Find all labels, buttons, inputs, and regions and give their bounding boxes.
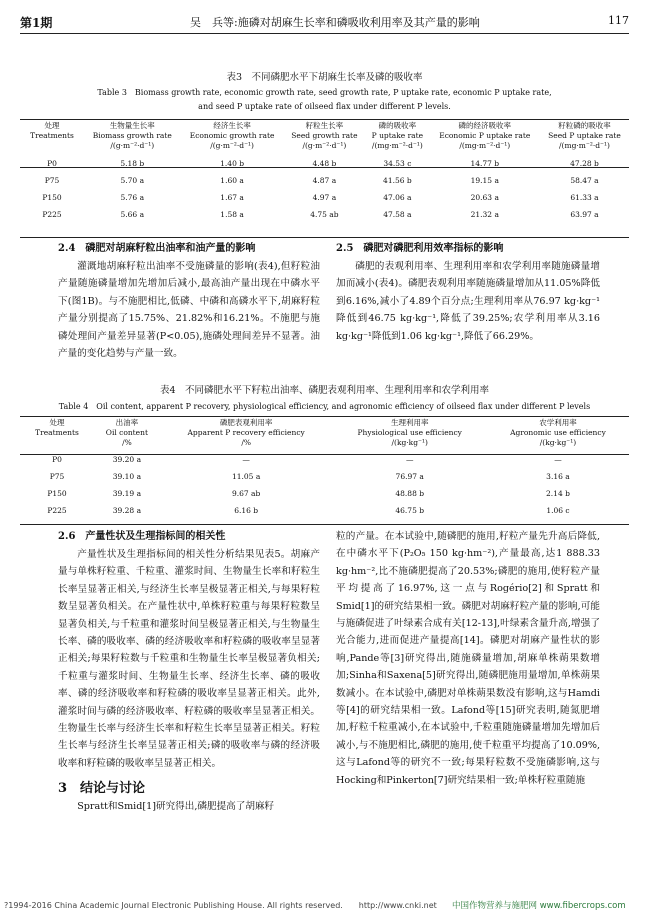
table3-bottom-rule [20,237,629,238]
table-row [20,502,629,519]
table4-header: 出油率 Oil content /% [105,418,148,447]
table4-header: 生理利用率 Physiological use efficiency /(kg·kg⁻¹) [357,418,462,447]
section-heading: 3 结论与讨论 [58,781,146,797]
table4-header-rule [20,454,629,455]
table4-caption-en: Table 4 Oil content, apparent P recovery, physiological efficiency, and agronomic efficiency of oilseed flax under different P levels [58,402,591,411]
table-cell: 4.75 ab [310,210,339,219]
paragraph: 粒的产量。在本试验中,随磷肥的施用,籽粒产量先升高后降低,在中磷水平下(P₂O₅ 150 kg·hm⁻²),产量最高,达1 888.33 kg·hm⁻²,比不施磷肥提高了20.53%;磷肥的施用,使籽粒产量平均提高了16.97%,这一点与Rogério[2]和Spratt和Smid[1]的研究结果相一致。磷肥对胡麻籽粒产量的影响,可能与施磷促进了叶绿素合成有关[12-13],叶绿素含量升高,增强了光合能力,进而促进产量提高[14]。磷肥对胡麻产量性状的影响,Pande等[3]研究得出,随施磷量增加,胡麻单株蒴果数增加;Sinha和Saxena[5]研究得出,随磷肥施用量增加,单株蒴果数减小。在本试验中,磷肥对单株蒴果数没有影响,这与Hamdi等[4]的研究结果相一致。Lafond等[15]研究表明,随氮肥增加,籽粒千粒重减小,在本试验中,千粒重随施磷量增加先增加后减小,与不施肥相比,磷肥的施用,使千粒重平均提高了10.09%,这与Lafond等的研究不一致;每果籽粒数不受施磷影响,这与Hocking和Pinkerton[7]研究结果相一致;单株籽粒重随施 [336,531,600,786]
table4-header: 农学利用率 Agronomic use efficiency /(kg·kg⁻¹) [510,418,606,447]
table-row [20,172,629,189]
table3-header: 籽粒磷的吸收率 Seed P uptake rate /(mg·m⁻²·d⁻¹) [548,121,621,150]
table4-caption-zh: 表4 不同磷肥水平下籽粒出油率、磷肥表观利用率、生理利用率和农学利用率 [159,385,490,396]
table-row [20,206,629,223]
table4-bottom-rule [20,524,629,525]
table-cell: 34.53 c [383,159,412,168]
table-cell: P225 [42,210,62,219]
table-cell: P150 [42,193,62,202]
table-cell: 11.05 a [231,472,261,481]
table-cell: 1.58 a [220,210,244,219]
watermark-text: 中国作物营养与施肥网 www.fibercrops.com [452,901,626,911]
table-cell: — [554,455,562,464]
table-cell: 48.88 b [395,489,425,498]
table-cell: 39.19 a [112,489,142,498]
table3-caption-en-2: and seed P uptake rate of oilseed flax under different P levels. [198,102,451,111]
table4-header: 磷肥表观利用率 Apparent P recovery efficiency /% [187,418,305,447]
table4-header-row [20,418,629,451]
table-cell: 58.47 a [570,176,599,185]
table4-top-rule [20,416,629,417]
table-cell: 47.06 a [383,193,412,202]
table-cell: P150 [47,489,67,498]
paragraph: Spratt和Smid[1]研究得出,磷肥提高了胡麻籽 [77,801,275,813]
table-cell: 9.67 ab [231,489,261,498]
discussion-right-column [336,528,600,789]
table4 [20,418,629,519]
table-row [20,155,629,172]
copyright-footer: ?1994-2016 China Academic Journal Electronic Publishing House. All rights reserved. http://www.cnki.net [4,901,437,910]
table-cell: 19.15 a [470,176,499,185]
table-cell: 5.66 a [120,210,145,219]
table-cell: 3.16 a [546,472,570,481]
table-cell: 39.28 a [112,506,142,515]
table-cell: 61.33 a [570,193,599,202]
table-cell: 4.48 b [312,159,337,168]
table-cell: 1.60 a [220,176,244,185]
table-cell: 5.18 b [120,159,145,168]
table-cell: P75 [44,176,60,185]
table3-header: 经济生长率 Economic growth rate /(g·m⁻²·d⁻¹) [189,121,275,150]
table-cell: 47.28 b [570,159,599,168]
table3-header: 磷的经济吸收率 Economic P uptake rate /(mg·m⁻²·d⁻¹) [439,121,531,150]
table-cell: — [242,455,250,464]
table-cell: 39.10 a [112,472,142,481]
table-cell: 76.97 a [395,472,424,481]
section-heading: 2.6 产量性状及生理指标间的相关性 [58,531,226,542]
section-heading: 2.4 磷肥对胡麻籽粒出油率和油产量的影响 [58,243,256,254]
running-title: 吴 兵等:施磷对胡麻生长率和磷吸收利用率及其产量的影响 [190,16,480,29]
table-row [20,468,629,485]
issue-number: 第1期 [20,16,53,30]
section-heading: 2.5 磷肥对磷肥利用效率指标的影响 [336,243,504,254]
table-cell: 1.40 b [220,159,245,168]
header-rule [20,33,629,34]
section-2-5 [336,240,600,345]
table-cell: P75 [49,472,65,481]
table3-top-rule [20,119,629,120]
table3-header-rule [20,167,629,168]
table-cell: 2.14 b [546,489,570,498]
table-cell: 5.70 a [120,176,145,185]
table-cell: — [405,455,414,464]
table-cell: 47.58 a [383,210,412,219]
table-cell: 6.16 b [234,506,259,515]
table3-header: 处理 Treatments [30,121,74,140]
table-cell: P0 [47,159,57,168]
section-2-6 [58,528,320,816]
table-cell: P225 [47,506,67,515]
table3-caption-zh: 表3 不同磷肥水平下胡麻生长率及磷的吸收率 [226,72,423,83]
table-cell: 41.56 b [383,176,412,185]
table3 [20,121,629,223]
table-cell: 14.77 b [470,159,500,168]
table4-header: 处理 Treatments [35,418,79,437]
paragraph: 灌溉地胡麻籽粒出油率不受施磷量的影响(表4),但籽粒油产量随施磷量增加先增加后减小,最高油产量出现在中磷水平下(图1B)。与不施肥相比,低磷、中磷和高磷水平下,胡麻籽粒产量分别提高了15.75%、21.82%和16.21%。不施肥与施磷处理间产量差异显著(P<0.05),施磷处理间差异不显著。油产量的变化趋势与产量一致。 [58,261,320,360]
table-cell: 63.97 a [570,210,599,219]
table-row [20,485,629,502]
table-cell: 46.75 b [395,506,425,515]
paragraph: 磷肥的表观利用率、生理利用率和农学利用率随施磷量增加而减小(表4)。磷肥表观利用率随施磷量增加从11.05%降低到6.16%,减小了4.89个百分点;生理利用率从76.97 kg·kg⁻¹降低到46.75 kg·kg⁻¹,降低了39.25%;农学利用率从3.16 kg·kg⁻¹降低到1.06 kg·kg⁻¹,降低了66.29%。 [336,261,600,342]
page-number: 117 [608,14,629,27]
table-cell: 1.67 a [220,193,244,202]
table3-header: 籽粒生长率 Seed growth rate /(g·m⁻²·d⁻¹) [291,121,358,150]
table-cell: 21.32 a [470,210,499,219]
paragraph: 产量性状及生理指标间的相关性分析结果见表5。胡麻产量与单株籽粒重、千粒重、灌浆时间、生物量生长率和籽粒生长率呈显著正相关,与经济生长率呈极显著正相关,与每果籽粒数呈显著负相关。在产量性状中,单株籽粒重与每果籽粒数呈显著负相关,与千粒重和灌浆时间呈极显著正相关,与生物量生长率、磷的吸收率、磷的经济吸收率和籽粒磷的吸收率呈显著正相关;每果籽粒数与千粒重和生物量生长率呈极显著负相关;千粒重与灌浆时间、生物量生长率、经济生长率、磷的吸收率、磷的经济吸收率和籽粒磷的吸收率呈显著正相关。此外,灌浆时间与磷的经济吸收率、籽粒磷的吸收率呈显著正相关。生物量生长率与经济生长率和籽粒生长率呈显著正相关。籽粒生长率与经济生长率呈显著正相关;磷的吸收率与磷的经济吸收率和籽粒磷的吸收率呈显著正相关。 [58,549,320,769]
table3-header: 磷的吸收率 P uptake rate /(mg·m⁻²·d⁻¹) [371,121,424,150]
section-2-4 [58,240,320,362]
table-cell: P0 [52,455,62,464]
table-cell: 20.63 a [470,193,499,202]
table-cell: 39.20 a [112,455,142,464]
table3-caption-en-1: Table 3 Biomass growth rate, economic growth rate, seed growth rate, P uptake rate, economic P uptake rate, [97,88,552,97]
table-cell: 1.06 c [546,506,570,515]
table-cell: 4.97 a [312,193,337,202]
table3-header: 生物量生长率 Biomass growth rate /(g·m⁻²·d⁻¹) [92,121,172,150]
table-cell: 4.87 a [312,176,337,185]
table-cell: 5.76 a [120,193,145,202]
table-row [20,189,629,206]
table3-header-row [20,121,629,155]
